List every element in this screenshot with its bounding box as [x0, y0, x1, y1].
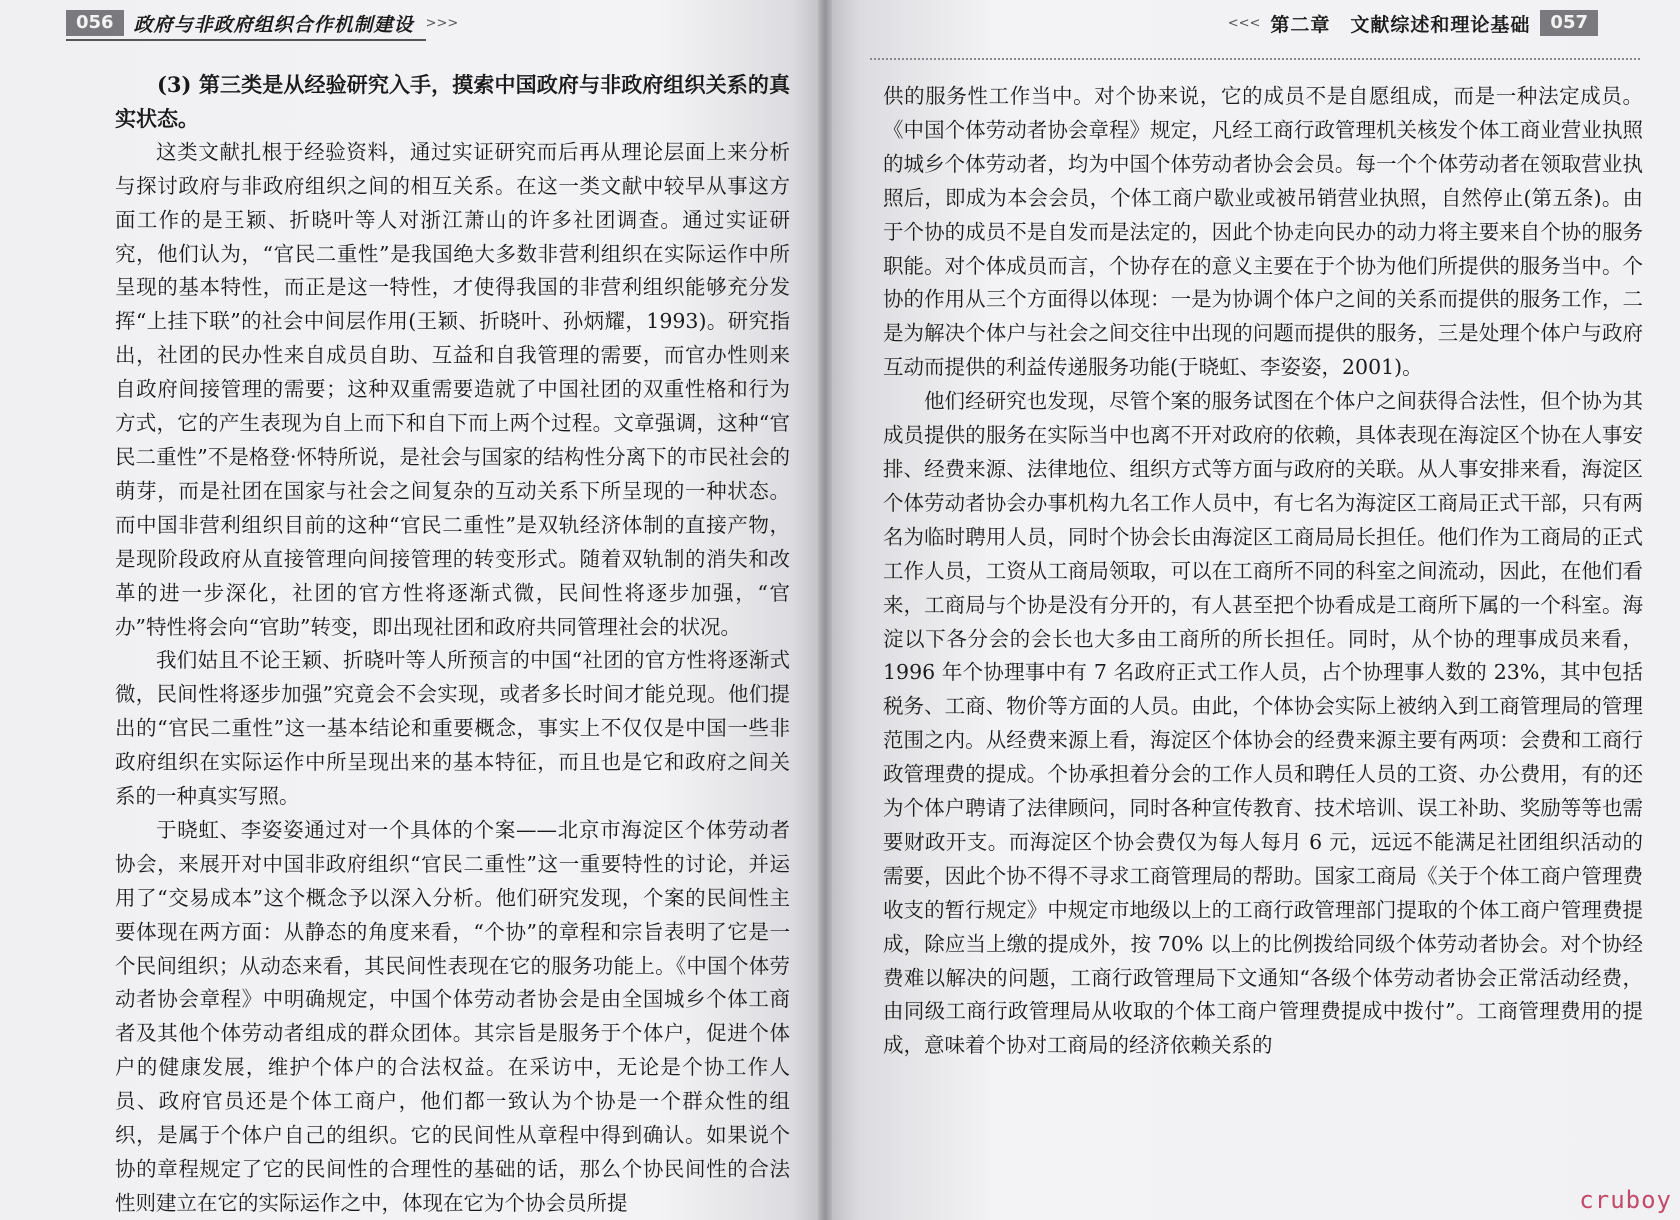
left-running-header [66, 8, 458, 38]
right-text-column [883, 80, 1643, 1063]
paragraph: 供的服务性工作当中。对个协来说，它的成员不是自愿组成，而是一种法定成员。《中国个体劳动者协会章程》规定，凡经工商行政管理机关核发个体工商业营业执照的城乡个体劳动者，均为中国个体劳动者协会会员。每一个个体劳动者在领取营业执照后，即成为本会会员，个体工商户歇业或被吊销营业执照，自然停止(第五条)。由于个协的成员不是自发而是法定的，因此个协走向民办的动力将主要来自个协的服务职能。对个体成员而言，个协存在的意义主要在于个协为他们所提供的服务当中。个协的作用从三个方面得以体现：一是为协调个体户之间的关系而提供的服务工作，二是为解决个体户与社会之间交往中出现的问题而提供的服务，三是处理个体户与政府互动而提供的利益传递服务功能(于晓虹、李姿姿，2001)。 [883, 84, 1643, 380]
right-page [825, 0, 1680, 1220]
watermark-text: cruboy [1579, 1186, 1672, 1214]
right-header-rule [870, 58, 1640, 60]
left-text-column [115, 68, 790, 1220]
book-gutter [818, 0, 832, 1220]
left-running-title: 政府与非政府组织合作机制建设 [133, 13, 414, 36]
right-running-title: 第二章 文献综述和理论基础 [1270, 13, 1531, 36]
paragraph: 这类文献扎根于经验资料，通过实证研究而后再从理论层面上来分析与探讨政府与非政府组织之间的相互关系。在这一类文献中较早从事这方面工作的是王颖、折晓叶等人对浙江萧山的许多社团调查。通过实证研究，他们认为，“官民二重性”是我国绝大多数非营利组织在实际运作中所呈现的基本特性，而正是这一特性，才使得我国的非营利组织能够充分发挥“上挂下联”的社会中间层作用(王颖、折晓叶、孙炳耀，1993)。研究指出，社团的民办性来自成员自助、互益和自我管理的需要，而官办性则来自政府间接管理的需要；这种双重需要造就了中国社团的双重性格和行为方式，它的产生表现为自上而下和自下而上两个过程。文章强调，这种“官民二重性”不是格登·怀特所说，是社会与国家的结构性分离下的市民社会的萌芽，而是社团在国家与社会之间复杂的互动关系下所呈现的一种状态。而中国非营利组织目前的这种“官民二重性”是双轨经济体制的直接产物，是现阶段政府从直接管理向间接管理的转变形式。随着双轨制的消失和改革的进一步深化，社团的官方性将逐渐式微，民间性将逐步加强，“官办”特性将会向“官助”转变，即出现社团和政府共同管理社会的状况。 [115, 139, 790, 639]
left-header-arrow: >>> [425, 15, 459, 31]
paragraph: 他们经研究也发现，尽管个案的服务试图在个体户之间获得合法性，但个协为其成员提供的服务在实际当中也离不开对政府的依赖，具体表现在海淀区个协在人事安排、经费来源、法律地位、组织方式等方面与政府的关联。从人事安排来看，海淀区个体劳动者协会办事机构九名工作人员中，有七名为海淀区工商局正式干部，只有两名为临时聘用人员，同时个协会长由海淀区工商局局长担任。他们作为工商局的正式工作人员，工资从工商局领取，可以在工商所不同的科室之间流动，因此，在他们看来，工商局与个协是没有分开的，有人甚至把个协看成是工商所下属的一个科室。海淀以下各分会的会长也大多由工商所的所长担任。同时，从个协的理事成员来看，1996 年个协理事中有 7 名政府正式工作人员，占个协理事人数的 23%，其中包括税务、工商、物价等方面的人员。由此，个体协会实际上被纳入到工商管理局的管理范围之内。从经费来源上看，海淀区个体协会的经费来源主要有两项：会费和工商行政管理费的提成。个协承担着分会的工作人员和聘任人员的工资、办公费用，有的还为个体户聘请了法律顾问，同时各种宣传教育、技术培训、误工补助、奖励等等也需要财政开支。而海淀区个协会费仅为每人每月 6 元，远远不能满足社团组织活动的需要，因此个协不得不寻求工商管理局的帮助。国家工商局《关于个体工商户管理费收支的暂行规定》中规定市地级以上的工商行政管理部门提取的个体工商户管理费提成，除应当上缴的提成外，按 70% 以上的比例拨给同级个体劳动者协会。对个协经费难以解决的问题，工商行政管理局下文通知“各级个体劳动者协会正常活动经费，由同级工商行政管理局从收取的个体工商户管理费提成中拨付”。工商管理费用的提成，意味着个协对工商局的经济依赖关系的 [883, 389, 1643, 1058]
right-header-arrow: <<< [1227, 15, 1261, 31]
paragraph: 我们姑且不论王颖、折晓叶等人所预言的中国“社团的官方性将逐渐式微，民间性将逐步加强”究竟会不会实现，或者多长时间才能兑现。他们提出的“官民二重性”这一基本结论和重要概念，事实上不仅仅是中国一些非政府组织在实际运作中所呈现出来的基本特征，而且也是它和政府之间关系的一种真实写照。 [115, 648, 790, 809]
left-header-rule [66, 39, 426, 41]
right-page-number: 057 [1540, 10, 1598, 36]
left-page-number: 056 [66, 10, 124, 36]
paragraph: 于晓虹、李姿姿通过对一个具体的个案——北京市海淀区个体劳动者协会，来展开对中国非政府组织“官民二重性”这一重要特性的讨论，并运用了“交易成本”这个概念予以深入分析。他们研究发现，个案的民间性主要体现在两方面：从静态的角度来看，“个协”的章程和宗旨表明了它是一个民间组织；从动态来看，其民间性表现在它的服务功能上。《中国个体劳动者协会章程》中明确规定，中国个体劳动者协会是由全国城乡个体工商者及其他个体劳动者组成的群众团体。其宗旨是服务于个体户，促进个体户的健康发展，维护个体户的合法权益。在采访中，无论是个协工作人员、政府官员还是个体工商户，他们都一致认为个协是一个群众性的组织，是属于个体户自己的组织。它的民间性从章程中得到确认。如果说个协的章程规定了它的民间性的合理性的基础的话，那么个协民间性的合法性则建立在它的实际运作之中，体现在它为个协会员所提 [115, 817, 790, 1215]
section-subheading: (3) 第三类是从经验研究入手，摸索中国政府与非政府组织关系的真实状态。 [115, 72, 790, 131]
right-running-header [1228, 8, 1598, 38]
left-page [0, 0, 825, 1220]
